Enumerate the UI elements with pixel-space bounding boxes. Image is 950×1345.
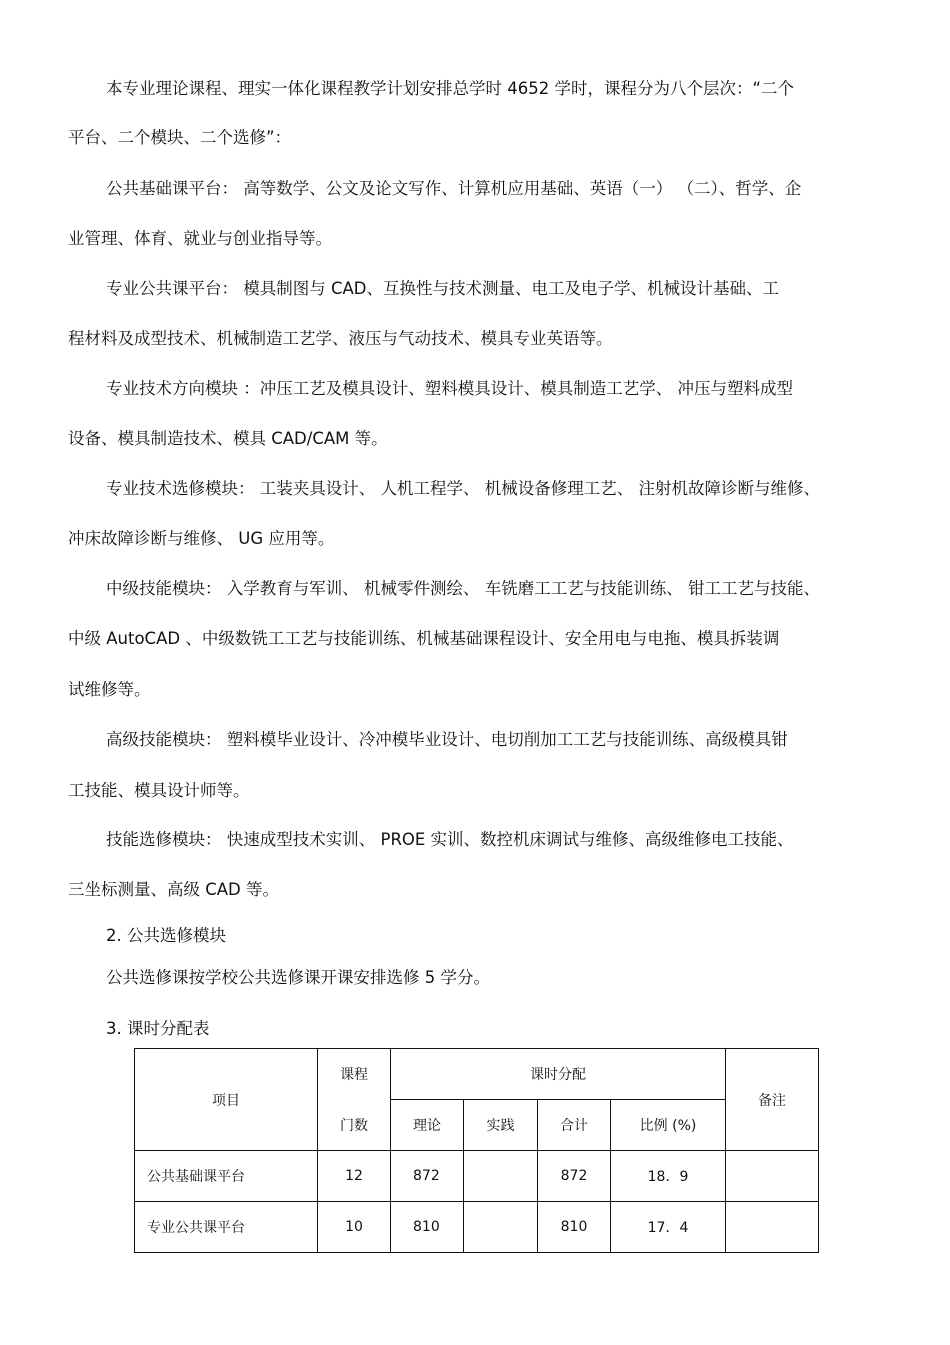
paragraph-intro-line-2: 平台、二个模块、二个选修”： — [68, 128, 292, 147]
header-practice: 实践 — [464, 1100, 538, 1151]
row-remark — [726, 1202, 819, 1253]
paragraph-skill-elective-line-1: 技能选修模块： 快速成型技术实训、 PROE 实训、数控机床调试与维修、高级维修电工技能、 — [106, 830, 794, 849]
paragraph-tech-elective-line-1: 专业技术选修模块： 工装夹具设计、 人机工程学、 机械设备修理工艺、 注射机故障诊断与维修、 — [106, 479, 820, 498]
row-total: 810 — [538, 1202, 611, 1253]
paragraph-public-basic-line-2: 业管理、体育、就业与创业指导等。 — [68, 229, 332, 248]
section-2-heading: 2. 公共选修模块 — [106, 926, 226, 945]
header-item: 项目 — [135, 1049, 318, 1151]
paragraph-major-public-line-1: 专业公共课平台： 模具制图与 CAD、互换性与技术测量、电工及电子学、机械设计基础、工 — [106, 279, 780, 298]
row-ratio: 17．4 — [611, 1202, 726, 1253]
row-item: 专业公共课平台 — [135, 1202, 318, 1253]
table-row — [135, 1151, 819, 1202]
paragraph-tech-direction-line-2: 设备、模具制造技术、模具 CAD/CAM 等。 — [68, 429, 388, 448]
paragraph-mid-skill-line-3: 试维修等。 — [68, 680, 151, 699]
row-theory: 810 — [391, 1202, 464, 1253]
paragraph-skill-elective-line-2: 三坐标测量、高级 CAD 等。 — [68, 880, 280, 899]
paragraph-public-basic-line-1: 公共基础课平台： 高等数学、公文及论文写作、计算机应用基础、英语（一） （二）、哲学、企 — [106, 179, 802, 198]
header-hours-group: 课时分配 — [391, 1049, 726, 1100]
paragraph-tech-elective-line-2: 冲床故障诊断与维修、 UG 应用等。 — [68, 529, 335, 548]
paragraph-major-public-line-2: 程材料及成型技术、机械制造工艺学、液压与气动技术、模具专业英语等。 — [68, 329, 613, 348]
header-remark: 备注 — [726, 1049, 819, 1151]
row-count: 10 — [318, 1202, 391, 1253]
paragraph-mid-skill-line-2: 中级 AutoCAD 、中级数铣工工艺与技能训练、机械基础课程设计、安全用电与电拖、模具拆装调 — [68, 629, 780, 648]
paragraph-intro-line-1: 本专业理论课程、理实一体化课程教学计划安排总学时 4652 学时，课程分为八个层次：“二个 — [106, 79, 795, 98]
row-practice — [464, 1151, 538, 1202]
header-theory: 理论 — [391, 1100, 464, 1151]
header-course-count-top: 课程 — [318, 1049, 391, 1100]
row-total: 872 — [538, 1151, 611, 1202]
row-ratio: 18．9 — [611, 1151, 726, 1202]
paragraph-high-skill-line-2: 工技能、模具设计师等。 — [68, 781, 250, 800]
table-row — [135, 1202, 819, 1253]
section-3-heading: 3. 课时分配表 — [106, 1019, 210, 1038]
header-ratio: 比例 (%) — [611, 1100, 726, 1151]
row-theory: 872 — [391, 1151, 464, 1202]
header-course-count-bottom: 门数 — [318, 1100, 391, 1151]
row-count: 12 — [318, 1151, 391, 1202]
paragraph-mid-skill-line-1: 中级技能模块： 入学教育与军训、 机械零件测绘、 车铣磨工工艺与技能训练、 钳工工艺与技能、 — [106, 579, 820, 598]
row-item: 公共基础课平台 — [135, 1151, 318, 1202]
section-2-body: 公共选修课按学校公共选修课开课安排选修 5 学分。 — [106, 968, 490, 987]
paragraph-tech-direction-line-1: 专业技术方向模块 ：冲压工艺及模具设计、塑料模具设计、模具制造工艺学、 冲压与塑料成型 — [106, 379, 793, 398]
header-total: 合计 — [538, 1100, 611, 1151]
hours-allocation-table — [134, 1048, 819, 1253]
paragraph-high-skill-line-1: 高级技能模块： 塑料模毕业设计、冷冲模毕业设计、电切削加工工艺与技能训练、高级模具钳 — [106, 730, 788, 749]
row-remark — [726, 1151, 819, 1202]
row-practice — [464, 1202, 538, 1253]
table-header-row-1 — [135, 1049, 819, 1100]
